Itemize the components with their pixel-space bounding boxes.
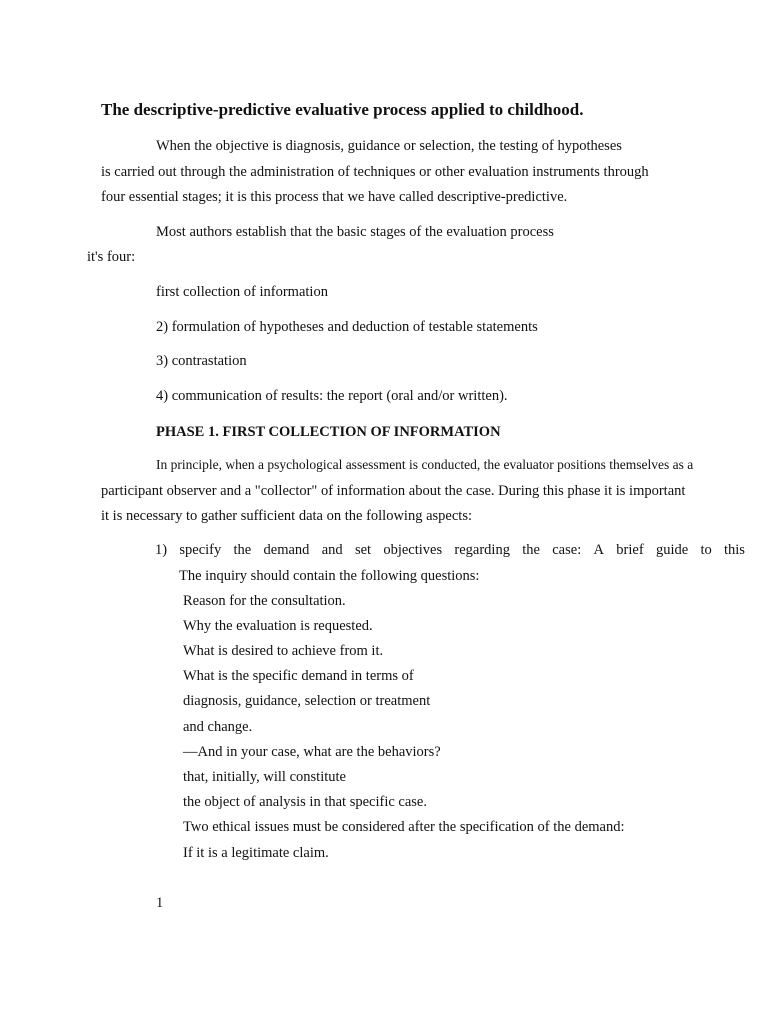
word: the xyxy=(233,542,252,558)
question-line: diagnosis, guidance, selection or treatment xyxy=(183,693,431,709)
question-line: that, initially, will constitute xyxy=(183,769,346,785)
stage-item: 2) formulation of hypotheses and deduction of testable statements xyxy=(156,319,538,335)
word: to xyxy=(700,542,712,558)
question-line: What is desired to achieve from it. xyxy=(183,643,384,659)
paragraph-line: When the objective is diagnosis, guidance or selection, the testing of hypotheses xyxy=(156,138,622,154)
question-line: Why the evaluation is requested. xyxy=(183,618,373,634)
paragraph-line: four essential stages; it is this process that we have called descriptive-predictive. xyxy=(101,189,568,205)
paragraph-line: participant observer and a "collector" of information about the case. During this phase it is important xyxy=(101,483,686,499)
stage-item: 3) contrastation xyxy=(156,353,247,369)
word: case: xyxy=(552,542,582,558)
word: set xyxy=(354,542,372,558)
question-line: Two ethical issues must be considered after the specification of the demand: xyxy=(183,819,625,835)
list-item-line xyxy=(155,541,745,559)
question-line: If it is a legitimate claim. xyxy=(183,845,329,861)
paragraph-line: is carried out through the administration of techniques or other evaluation instruments through xyxy=(101,164,649,180)
question-line: Reason for the consultation. xyxy=(183,593,346,609)
word: brief xyxy=(616,542,644,558)
paragraph-line: it's four: xyxy=(87,249,136,265)
word: regarding xyxy=(454,542,510,558)
question-line: and change. xyxy=(183,719,253,735)
question-line: —And in your case, what are the behaviors? xyxy=(183,744,441,760)
document-title: The descriptive-predictive evaluative process applied to childhood. xyxy=(101,100,584,119)
page-number: 1 xyxy=(156,895,164,911)
word: A xyxy=(593,542,604,558)
word: guide xyxy=(655,542,689,558)
word: objectives xyxy=(383,542,443,558)
stage-item: 4) communication of results: the report (oral and/or written). xyxy=(156,388,508,404)
question-line: the object of analysis in that specific case. xyxy=(183,794,427,810)
stage-item: first collection of information xyxy=(156,284,328,300)
word: the xyxy=(522,542,540,558)
section-heading: PHASE 1. FIRST COLLECTION OF INFORMATION xyxy=(156,424,501,440)
word: 1) xyxy=(155,542,168,558)
paragraph-line: Most authors establish that the basic stages of the evaluation process xyxy=(156,224,554,240)
word: demand xyxy=(263,542,310,558)
word: this xyxy=(724,542,745,558)
word: and xyxy=(321,542,343,558)
word: specify xyxy=(179,542,222,558)
paragraph-line: it is necessary to gather sufficient data on the following aspects: xyxy=(101,508,472,524)
list-item-line: The inquiry should contain the following questions: xyxy=(179,568,480,584)
paragraph-line: In principle, when a psychological assessment is conducted, the evaluator positions themselves as a xyxy=(156,457,694,472)
question-line: What is the specific demand in terms of xyxy=(183,668,414,684)
